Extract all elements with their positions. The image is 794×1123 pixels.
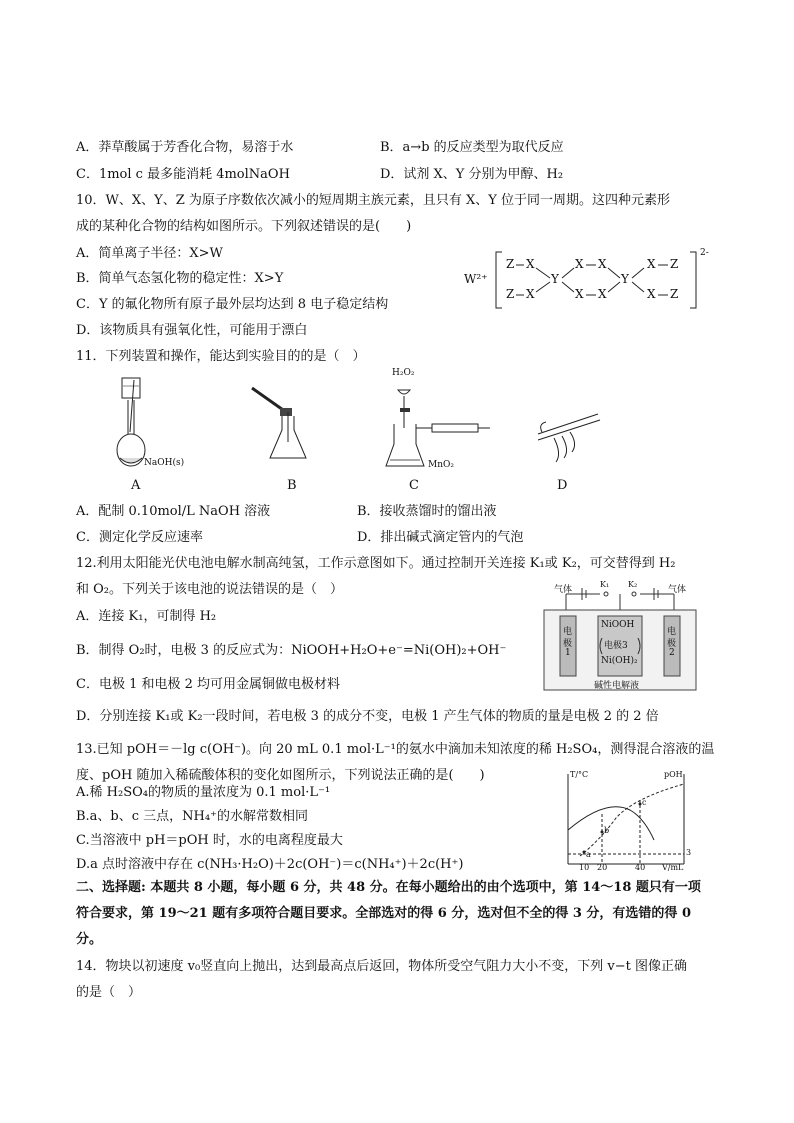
w-cation-label: W²⁺ [464, 272, 488, 286]
q10-stem-line1: 10．W、X、Y、Z 为原子序数依次减小的短周期主族元素，且只有 X、Y 位于同一周期。这四种元素形 [76, 193, 671, 208]
q11-figure-d [534, 410, 604, 466]
naoh-reagent-label: NaOH(s) [144, 458, 185, 468]
electrode-3-top-label: NiOOH [601, 620, 635, 630]
q11-figure-label-b: B [287, 478, 297, 493]
q10-option-b: B．简单气态氢化物的稳定性：X>Y [76, 271, 284, 286]
graph-x-tick-10: 10 [579, 863, 590, 872]
q10-option-c: C．Y 的氟化物所有原子最外层均达到 8 电子稳定结构 [76, 297, 389, 312]
volumetric-flask-icon [100, 372, 190, 472]
graph-x-tick-40: 40 [635, 863, 646, 872]
q12-option-c: C．电极 1 和电极 2 均可用金属铜做电极材料 [76, 677, 341, 692]
atom-y: Y [551, 272, 559, 286]
graph-point-a: a [586, 850, 591, 859]
q11-option-d: D．排出碱式滴定管内的气泡 [357, 530, 524, 545]
q10-option-d: D．该物质具有强氧化性，可能用于漂白 [76, 323, 308, 338]
q11-figure-label-a: A [131, 478, 141, 493]
graph-x-label: V/mL [662, 863, 684, 872]
q11-stem: 11．下列装置和操作，能达到实验目的的是（ ） [76, 349, 366, 364]
atom-x: X [647, 287, 656, 301]
q14-stem-line2: 的是（ ） [76, 985, 142, 1000]
electrode-1-label-1: 电 [563, 627, 573, 637]
atom-z: Z [670, 257, 679, 271]
graph-point-b: b [604, 826, 610, 835]
q9-option-a: A．莽草酸属于芳香化合物，易溶于水 [76, 140, 294, 155]
atom-x: X [647, 257, 656, 271]
q11-figure-label-d: D [557, 478, 568, 493]
graph-y-right-label: pOH [664, 770, 683, 779]
section2-heading-line3: 分。 [76, 932, 103, 947]
atom-z: Z [506, 287, 515, 301]
q9-option-d: D．试剂 X、Y 分别为甲醇、H₂ [380, 167, 564, 182]
q14-stem-line1: 14．物块以初速度 v₀竖直向上抛出，达到最高点后返回，物体所受空气阻力大小不变，下列 v−t 图像正确 [76, 959, 687, 974]
q13-stem-line1: 13.已知 pOH＝－lg c(OH⁻)。向 20 mL 0.1 mol·L⁻¹的氨水中滴加未知浓度的稀 H₂SO₄，测得混合溶液的温 [76, 742, 715, 757]
q11-figure-a [100, 372, 190, 472]
q11-figure-c [384, 368, 494, 474]
q12-option-a: A．连接 K₁，可制得 H₂ [76, 609, 217, 624]
q11-figure-label-c: C [409, 478, 419, 493]
graph-x-tick-20: 20 [597, 863, 608, 872]
q9-option-b: B．a→b 的反应类型为取代反应 [380, 140, 564, 155]
atom-x: X [526, 287, 535, 301]
q10-option-a: A．简单离子半径：X>W [76, 246, 223, 261]
atom-x: X [575, 287, 584, 301]
graph-point-c: c [642, 798, 647, 807]
q10-structure-figure [462, 248, 712, 312]
section2-heading-line1: 二、选择题: 本题共 8 小题，每小题 6 分，共 48 分。在每小题给出的由个选项中，第 14～18 题只有一项 [76, 880, 701, 895]
atom-z: Z [670, 287, 679, 301]
q9-option-c: C．1mol c 最多能消耗 4molNaOH [76, 167, 290, 182]
q11-option-a: A．配制 0.10mol/L NaOH 溶液 [76, 504, 271, 519]
q12-option-b: B．制得 O₂时，电极 3 的反应式为：NiOOH+H₂O+e⁻=Ni(OH)₂+OH⁻ [76, 643, 507, 658]
gas-left-label: 气体 [554, 585, 573, 595]
atom-z: Z [506, 257, 515, 271]
electrode-2-label-3: 2 [669, 648, 675, 658]
q13-graph [560, 770, 692, 874]
q10-stem-line2: 成的某种化合物的结构如图所示。下列叙述错误的是( ) [76, 219, 412, 234]
q11-figure-b [248, 384, 318, 464]
q13-option-b: B.a、b、c 三点，NH₄⁺的水解常数相同 [76, 809, 308, 824]
electrode-3-label: 电极3 [604, 641, 628, 651]
q13-option-a: A.稀 H₂SO₄的物质的量浓度为 0.1 mol·L⁻¹ [76, 785, 331, 800]
electrode-2-label-2: 极 [667, 639, 677, 649]
q11-option-c: C．测定化学反应速率 [76, 530, 203, 545]
burette-hand-icon [534, 410, 604, 466]
q13-stem-line2: 度、pOH 随加入稀硫酸体积的变化如图所示，下列说法正确的是( ) [76, 768, 485, 783]
q12-stem-line1: 12.利用太阳能光伏电池电解水制高纯氢，工作示意图如下。通过控制开关连接 K₁或 K₂，可交替得到 H₂ [76, 556, 676, 571]
q12-stem-line2: 和 O₂。下列关于该电池的说法错误的是（ ） [76, 582, 344, 597]
q13-option-d: D.a 点时溶液中存在 c(NH₃·H₂O)＋2c(OH⁻)＝c(NH₄⁺)＋2c(H⁺) [76, 857, 464, 872]
atom-x: X [575, 257, 584, 271]
electrode-1-label-3: 1 [565, 648, 571, 658]
atom-y: Y [621, 272, 629, 286]
electrolyte-label: 碱性电解液 [594, 681, 640, 691]
switch-k1-label: K₁ [600, 580, 610, 589]
atom-x: X [598, 287, 607, 301]
q11-option-b: B．接收蒸馏时的馏出液 [357, 504, 497, 519]
h2o2-label: H₂O₂ [392, 368, 415, 378]
q13-option-c: C.当溶液中 pH＝pOH 时，水的电离程度最大 [76, 833, 343, 848]
erlenmeyer-flask-icon [248, 384, 318, 464]
electrode-1-label-2: 极 [563, 639, 573, 649]
graph-right-tick-3: 3 [686, 848, 692, 857]
section2-heading-line2: 符合要求，第 19～21 题有多项符合题目要求。全部选对的得 6 分，选对但不全的得 3 分，有选错的得 0 [76, 906, 691, 921]
atom-x: X [598, 257, 607, 271]
gas-right-label: 气体 [668, 585, 687, 595]
mno2-label: MnO₂ [428, 460, 454, 470]
anion-charge-label: 2- [700, 248, 709, 258]
atom-x: X [526, 257, 535, 271]
electrode-3-bottom-label: Ni(OH)₂ [601, 656, 638, 666]
q12-option-d: D．分别连接 K₁或 K₂一段时间，若电极 3 的成分不变，电极 1 产生气体的物质的量是电极 2 的 2 倍 [76, 709, 659, 724]
graph-y-left-label: T/°C [570, 770, 589, 779]
q12-electrolysis-figure [540, 580, 700, 694]
gas-syringe-apparatus-icon [384, 368, 494, 474]
switch-k2-label: K₂ [628, 580, 638, 589]
electrode-2-label-1: 电 [667, 627, 677, 637]
